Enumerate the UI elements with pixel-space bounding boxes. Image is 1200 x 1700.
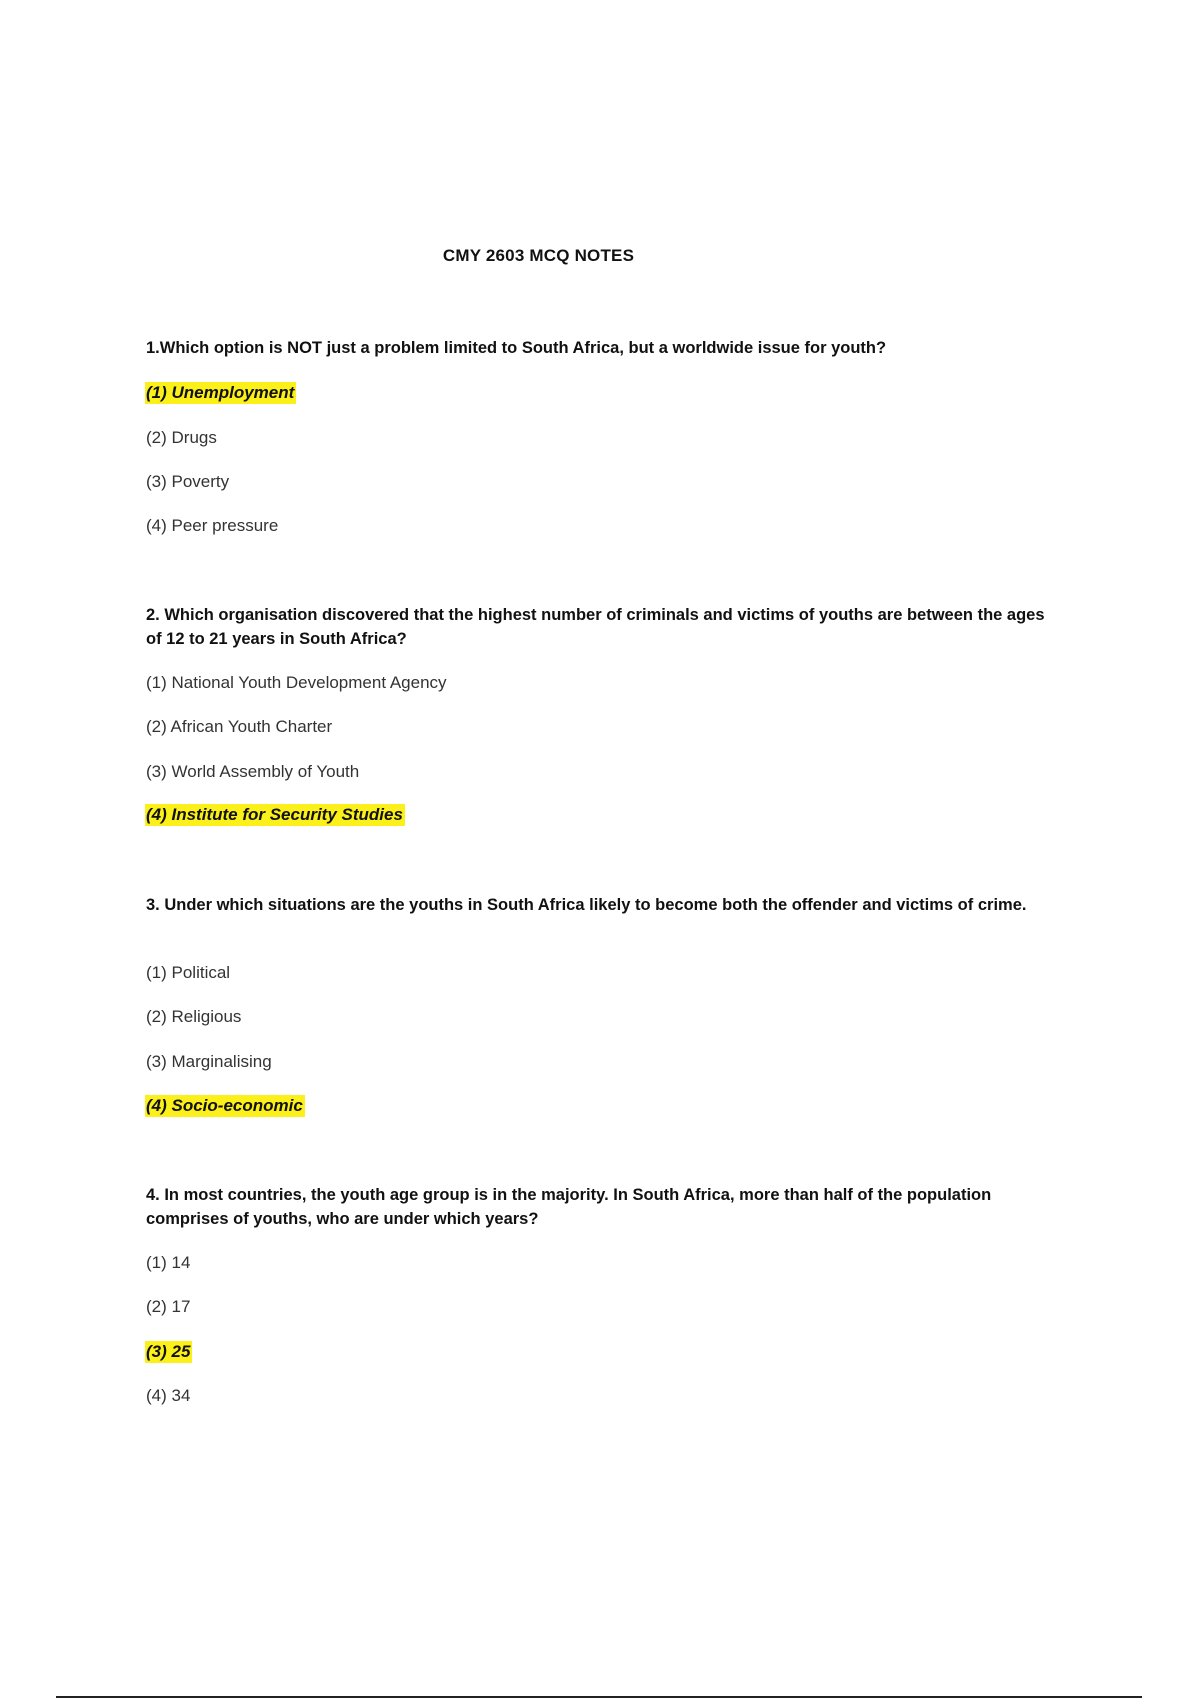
question-2-option-2: (2) African Youth Charter: [146, 717, 333, 736]
question-4-option-2: (2) 17: [146, 1297, 191, 1316]
question-3-text: 3. Under which situations are the youths in South Africa likely to become both the offender and victims of crime.: [146, 896, 1027, 914]
question-2-option-4: (4) Institute for Security Studies: [146, 805, 403, 824]
question-3-option-4: (4) Socio-economic: [146, 1096, 303, 1115]
question-1-text: 1.Which option is NOT just a problem limited to South Africa, but a worldwide issue for youth?: [146, 339, 887, 357]
document-title: CMY 2603 MCQ NOTES: [442, 246, 635, 265]
question-1-option-1: (1) Unemployment: [146, 383, 295, 402]
question-3-option-1: (1) Political: [146, 963, 231, 982]
bottom-divider: [56, 1696, 1142, 1698]
question-2-option-3: (3) World Assembly of Youth: [146, 762, 360, 781]
question-2-text: 2. Which organisation discovered that the highest number of criminals and victims of youths are between the ages of 12 to 21 years in South Africa?: [146, 606, 1045, 648]
question-1-option-2: (2) Drugs: [146, 428, 217, 447]
question-1-option-4: (4) Peer pressure: [146, 516, 279, 535]
question-4-option-4: (4) 34: [146, 1386, 191, 1405]
question-3-option-3: (3) Marginalising: [146, 1052, 272, 1071]
question-4-text: 4. In most countries, the youth age group is in the majority. In South Africa, more than half of the population comprises of youths, who are under which years?: [146, 1186, 992, 1228]
question-3-option-2: (2) Religious: [146, 1007, 242, 1026]
question-1-option-3: (3) Poverty: [146, 472, 230, 491]
question-4-option-1: (1) 14: [146, 1253, 191, 1272]
question-2-option-1: (1) National Youth Development Agency: [146, 673, 447, 692]
question-4-option-3: (3) 25: [146, 1342, 191, 1361]
